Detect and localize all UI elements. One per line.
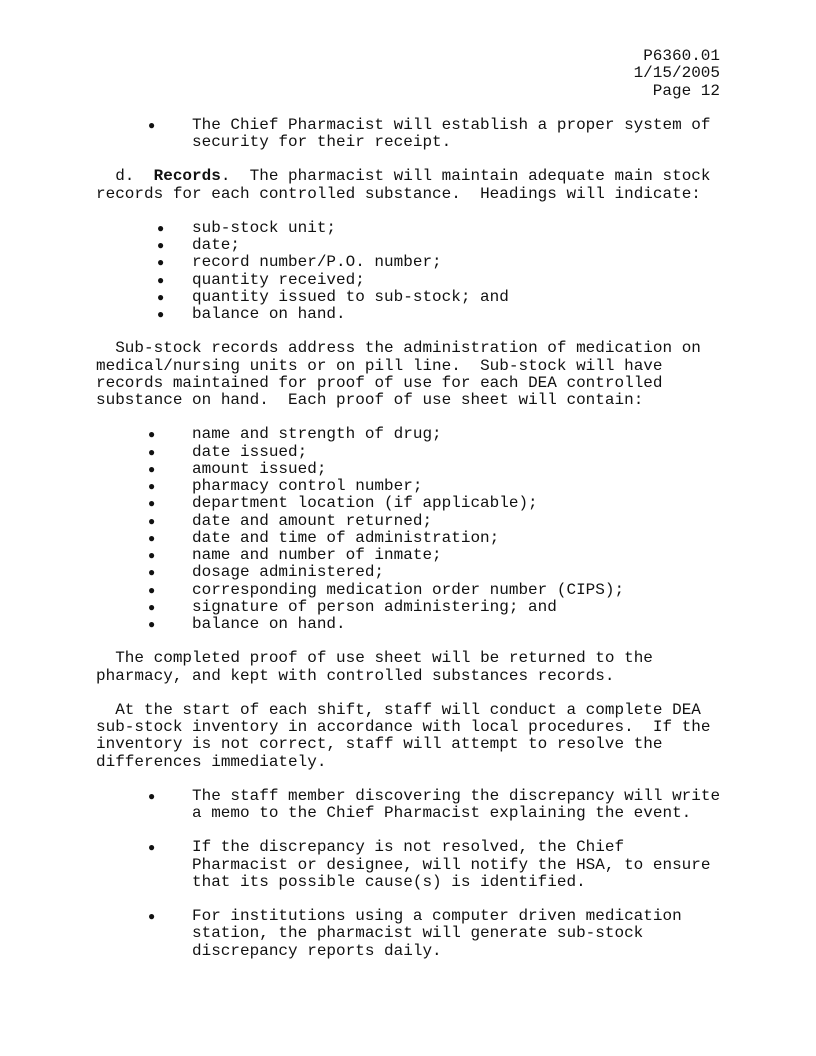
bullet-icon: ●: [148, 566, 156, 581]
page-number: Page 12: [652, 81, 720, 100]
substock-paragraph: Sub-stock records address the administration of medication on medical/nursing units or on pill line. Sub-stock will have records maintained for proof of use for each DEA controlled substance on hand. Each proof of use sheet will contain:: [96, 339, 711, 409]
list-item: [96, 478, 728, 495]
list-item: [96, 616, 728, 633]
bullet-icon: ●: [148, 480, 156, 494]
list-item-text: The staff member discovering the discrepancy will write a memo to the Chief Pharmacist explaining the event.: [192, 786, 730, 822]
list-item-text: name and strength of drug;: [192, 425, 442, 444]
list-item-text: date;: [192, 236, 241, 254]
list-item: [96, 237, 728, 254]
section-d-title: Records: [153, 167, 221, 186]
bullet-icon: ●: [157, 290, 165, 305]
list-item: [96, 426, 728, 443]
headings-list: [96, 220, 728, 324]
bullet-icon: ●: [148, 583, 156, 598]
list-item-text: name and number of inmate;: [192, 546, 442, 564]
bullet-icon: ●: [157, 221, 165, 236]
list-item-text: department location (if applicable);: [192, 494, 538, 513]
section-d-label: d.: [96, 167, 154, 186]
list-item-text: amount issued;: [192, 459, 327, 478]
list-item-text: signature of person administering; and: [192, 597, 557, 616]
list-item-text: For institutions using a computer driven medication station, the pharmacist will generate sub-stock discrepancy reports daily.: [192, 907, 692, 960]
list-item: [96, 788, 728, 823]
list-item-text: sub-stock unit;: [192, 218, 337, 237]
completed-paragraph: The completed proof of use sheet will be returned to the pharmacy, and kept with controlled substances records.: [96, 649, 663, 685]
shift-paragraph: At the start of each shift, staff will conduct a complete DEA sub-stock inventory in accordance with local procedures. If the inventory is not correct, staff will attempt to resolve the differences immediately.: [96, 700, 721, 771]
list-item-text: date and time of administration;: [192, 528, 500, 547]
doc-number: P6360.01: [643, 47, 720, 65]
bullet-icon: ●: [148, 910, 156, 924]
closing-bullets: [96, 788, 728, 960]
list-item: [96, 582, 728, 599]
intro-bullet-text: The Chief Pharmacist will establish a proper system of security for their receipt.: [192, 115, 721, 151]
list-item-text: quantity received;: [192, 270, 365, 289]
bullet-icon: ●: [157, 308, 165, 322]
bullet-icon: ●: [148, 514, 156, 529]
bullet-icon: ●: [148, 531, 156, 546]
list-item: [96, 254, 728, 271]
bullet-icon: ●: [148, 118, 156, 133]
list-item: [96, 306, 728, 323]
section-d-paragraph: [96, 168, 728, 203]
list-item: [96, 461, 728, 478]
list-item: [96, 220, 728, 237]
list-item-text: balance on hand.: [192, 305, 346, 323]
bullet-icon: ●: [157, 239, 165, 253]
bullet-icon: ●: [148, 497, 156, 512]
list-item: [96, 908, 728, 960]
list-item: [96, 272, 728, 289]
list-item: [96, 289, 728, 306]
bullet-icon: ●: [148, 462, 156, 477]
list-item-text: dosage administered;: [192, 563, 385, 582]
intro-bullet-item: [96, 117, 728, 152]
bullet-icon: ●: [148, 600, 156, 615]
list-item-text: date issued;: [192, 442, 308, 461]
list-item: [96, 444, 728, 461]
list-item: [96, 547, 728, 564]
bullet-icon: ●: [157, 273, 165, 288]
document-header: [96, 48, 720, 100]
bullet-icon: ●: [148, 428, 156, 443]
list-item: [96, 839, 728, 891]
doc-date: 1/15/2005: [633, 64, 720, 83]
bullet-icon: ●: [148, 789, 156, 804]
list-item-text: corresponding medication order number (CIPS);: [192, 580, 625, 599]
list-item-text: balance on hand.: [192, 615, 346, 633]
bullet-icon: ●: [148, 549, 156, 563]
list-item-text: date and amount returned;: [192, 511, 433, 530]
list-item: [96, 599, 728, 616]
bullet-icon: ●: [148, 841, 156, 856]
list-item-text: pharmacy control number;: [192, 477, 423, 495]
list-item: [96, 495, 728, 512]
list-item: [96, 530, 728, 547]
list-item: [96, 513, 728, 530]
list-item-text: quantity issued to sub-stock; and: [192, 287, 509, 306]
bullet-icon: ●: [148, 618, 156, 632]
section-d-body: . The pharmacist will maintain adequate main stock records for each controlled substance. Headings will indicate:: [96, 167, 721, 203]
bullet-icon: ●: [157, 256, 165, 271]
list-item-text: record number/P.O. number;: [192, 253, 442, 272]
list-item-text: If the discrepancy is not resolved, the Chief Pharmacist or designee, will notify the HSA, to ensure that its possible cause(s) is identified.: [192, 838, 721, 891]
bullet-icon: ●: [148, 445, 156, 460]
list-item: [96, 564, 728, 581]
proof-of-use-list: [96, 426, 728, 633]
